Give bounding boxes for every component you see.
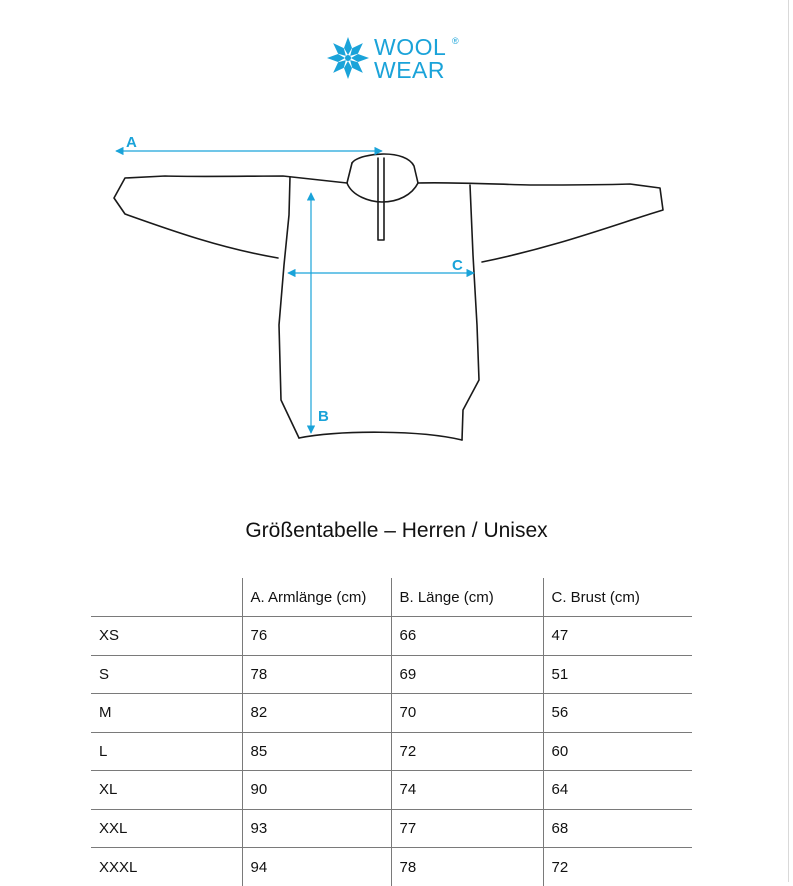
cell-size: M <box>91 694 242 733</box>
cell-chest: 64 <box>543 771 692 810</box>
cell-length: 70 <box>391 694 543 733</box>
size-table <box>91 578 692 886</box>
header-size <box>91 578 242 617</box>
cell-arm-length: 76 <box>242 617 391 656</box>
cell-chest: 51 <box>543 655 692 694</box>
table-row <box>91 809 692 848</box>
cell-chest: 47 <box>543 617 692 656</box>
cell-arm-length: 78 <box>242 655 391 694</box>
cell-length: 74 <box>391 771 543 810</box>
cell-size: XL <box>91 771 242 810</box>
label-b: B <box>318 408 329 425</box>
table-row <box>91 771 692 810</box>
cell-chest: 56 <box>543 694 692 733</box>
cell-arm-length: 94 <box>242 848 391 886</box>
cell-arm-length: 93 <box>242 809 391 848</box>
cell-length: 78 <box>391 848 543 886</box>
table-row <box>91 694 692 733</box>
cell-length: 69 <box>391 655 543 694</box>
table-row <box>91 617 692 656</box>
brand-line1: WOOL <box>374 36 446 59</box>
cell-chest: 72 <box>543 848 692 886</box>
table-row <box>91 848 692 886</box>
cell-size: XS <box>91 617 242 656</box>
cell-length: 77 <box>391 809 543 848</box>
cell-size: L <box>91 732 242 771</box>
cell-arm-length: 90 <box>242 771 391 810</box>
header-arm-length: A. Armlänge (cm) <box>242 578 391 617</box>
measure-arrows <box>116 151 474 433</box>
table-header-row <box>91 578 692 617</box>
header-chest: C. Brust (cm) <box>543 578 692 617</box>
cell-length: 66 <box>391 617 543 656</box>
table-row <box>91 655 692 694</box>
sweater-outline <box>114 154 663 440</box>
cell-arm-length: 82 <box>242 694 391 733</box>
label-c: C <box>452 257 463 274</box>
header-length: B. Länge (cm) <box>391 578 543 617</box>
cell-size: XXXL <box>91 848 242 886</box>
page-title: Größentabelle – Herren / Unisex <box>0 519 793 543</box>
cell-size: XXL <box>91 809 242 848</box>
cell-chest: 68 <box>543 809 692 848</box>
registered-mark: ® <box>452 36 459 46</box>
cell-arm-length: 85 <box>242 732 391 771</box>
cell-chest: 60 <box>543 732 692 771</box>
brand-line2: WEAR <box>374 59 446 82</box>
table-row <box>91 732 692 771</box>
cell-length: 72 <box>391 732 543 771</box>
label-a: A <box>126 134 137 151</box>
cell-size: S <box>91 655 242 694</box>
